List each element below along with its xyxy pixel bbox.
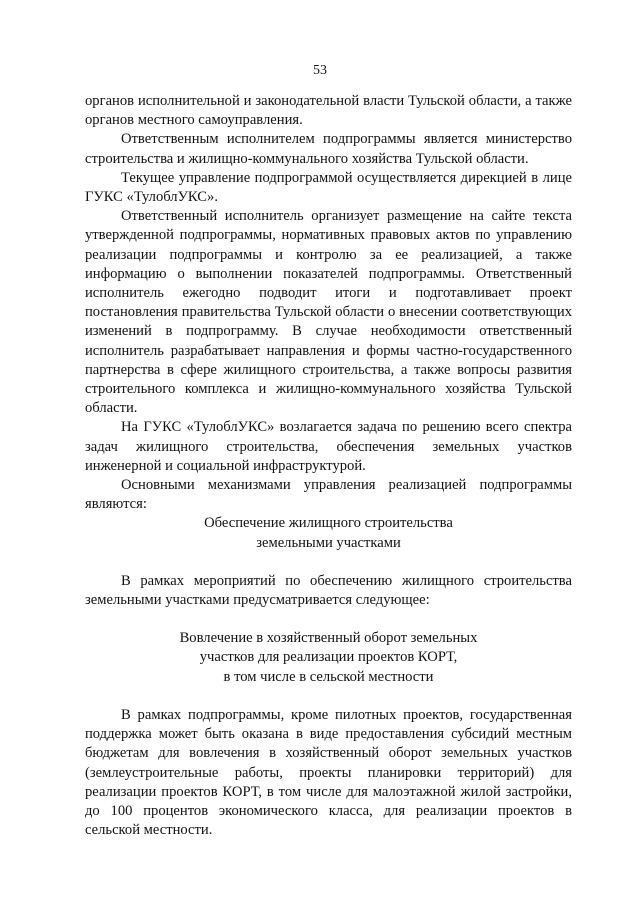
paragraph-subsidies: В рамках подпрограммы, кроме пилотных проектов, государственная поддержка может быть оказана в виде предоставления субсидий местным бюджетам для вовлечения в хозяйственный оборот земельных участков (землеустроительные работы, проекты планировки территорий) для реализации проектов КОРТ, в том числе для малоэтажной жилой застройки, до 100 процентов экономического класса, для реализации проектов в сельской местности. [85,706,572,839]
section-heading-kort-line-2: участков для реализации проектов КОРТ, [199,649,458,666]
section-heading-kort-line-3: в том числе в сельской местности [223,668,434,685]
spacer [85,553,572,572]
page-number: 53 [313,63,327,78]
paragraph-executor-duties: Ответственный исполнитель организует размещение на сайте текста утвержденной подпрограммы, нормативных правовых актов по управлению реализации подпрограммы и контролю за ее реализацией, а также информацию о выполнении показателей подпрограммы. Ответственный исполнитель ежегодно подводит итоги и подготавливает проект постановления правительства Тульской области о внесении соответствующих изменений в подпрограмму. В случае необходимости ответственный исполнитель разрабатывает направления и формы частно-государственного партнерства в сфере жилищного строительства, а также вопросы развития строительного комплекса и жилищно-коммунального хозяйства Тульской области. [85,208,572,417]
spacer [85,687,572,706]
section-heading-land-provision-line-1: Обеспечение жилищного строительства [204,515,453,532]
section-heading-kort-line-1: Вовлечение в хозяйственный оборот земельных [179,630,478,647]
paragraph-mechanisms: Основными механизмами управления реализацией подпрограммы являются: [85,477,572,513]
document-body [85,92,572,840]
spacer [85,610,572,629]
section-heading-land-provision-line-2: земельными участками [256,534,401,551]
paragraph-current-management: Текущее управление подпрограммой осуществляется дирекцией в лице ГУКС «ТулоблУКС». [85,169,572,206]
paragraph-responsible-executor: Ответственным исполнителем подпрограммы является министерство строительства и жилищно-коммунального хозяйства Тульской области. [85,131,572,167]
paragraph-authorities: органов исполнительной и законодательной власти Тульской области, а также органов местного самоуправления. [85,93,572,129]
paragraph-guks-task: На ГУКС «ТулоблУКС» возлагается задача по решению всего спектра задач жилищного строительства, обеспечения земельных участков инженерной и социальной инфраструктурой. [85,419,572,474]
paragraph-land-measures: В рамках мероприятий по обеспечению жилищного строительства земельными участками предусматривается следующее: [85,572,572,609]
